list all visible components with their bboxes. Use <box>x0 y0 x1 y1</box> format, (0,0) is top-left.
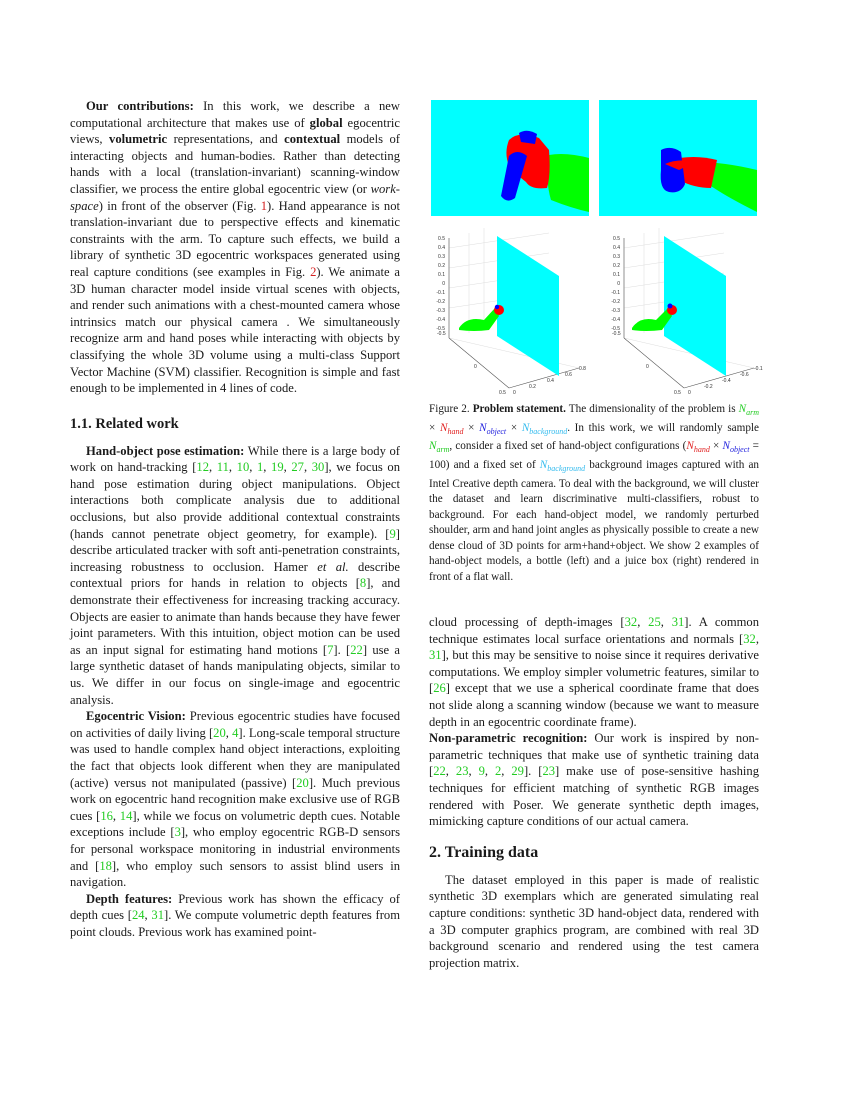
citation-link[interactable]: 7 <box>327 642 334 657</box>
text: , consider a fixed set of hand-object configurations ( <box>449 440 687 453</box>
citation-link[interactable]: 31 <box>671 615 685 629</box>
text: ], who employ such sensors to assist blind users in navigation. <box>70 858 400 890</box>
citation-link[interactable]: 19 <box>271 460 284 475</box>
svg-text:0: 0 <box>688 390 691 396</box>
svg-text:-0.4: -0.4 <box>722 378 731 384</box>
text: ]. Much previous work on egocentric hand recognition make exclusive use of RGB cues [ <box>70 775 400 823</box>
svg-text:0.3: 0.3 <box>613 254 620 260</box>
svg-text:0.4: 0.4 <box>547 378 554 384</box>
training-data-paragraph: The dataset employed in this paper is made of realistic synthetic 3D exemplars which are generated simulating real capture conditions: synthetic 3D hand-object data, rendered with a 3D computer graphics program, are combined with real 3D background scenario and rendered using the test camera projection matrix. <box>429 872 759 970</box>
n-arm-symbol: $N_{arm}$ <box>738 403 760 418</box>
text: background images captured with an Intel Creative depth camera. To deal with the background, we will cluster the dataset and learn discriminative multi-classifiers, robust to background. For each hand-object model, we randomly perturbed shoulder, arm and hand joint angles as physically possible to create a new dense cloud of 3D points for arm+hand+object. We show 2 examples of hand-object models, a bottle (left) and a juice box (right) rendered in front of a flat wall. <box>429 459 760 583</box>
text: ], who employ egocentric RGB-D sensors for personal workspace monitoring in industrial environments and [ <box>70 825 400 873</box>
text: Previous egocentric studies have focused on activities of daily living [ <box>70 709 400 740</box>
citation-link[interactable]: 8 <box>359 576 367 591</box>
juice-box-render-image <box>599 100 757 216</box>
text: While there is a large body of work on hand-tracking [ <box>70 443 400 475</box>
citation-link[interactable]: 22 <box>350 642 363 657</box>
italic-term: et al. <box>317 559 349 574</box>
section-heading: 2. Training data <box>429 843 539 861</box>
text: ], and demonstrate their effectiveness for increasing tracking accuracy. Objects are easier to animate than hands because they have fewer joint parameters. With this intuition, object motion can be used as an input signal for estimating hand motions [ <box>70 576 400 657</box>
svg-text:-0.6: -0.6 <box>740 372 749 378</box>
text: cloud processing of depth-images [ <box>429 615 625 629</box>
citation-link[interactable]: 22 <box>433 764 446 779</box>
citation-link[interactable]: 12 <box>196 460 209 475</box>
citation-link[interactable]: 20 <box>296 775 309 790</box>
non-parametric-paragraph: Non-parametric recognition: Our work is inspired by non-parametric techniques that make use of synthetic training data [22, 23, 9, 2, 29]. [23] make use of pose-sensitive hashing techniques for efficient matching of synthetic RGB images rendered with Poser. We generate synthetic depth images, mimicking capture conditions of our actual camera. <box>429 731 760 829</box>
text: ]. [ <box>523 764 543 779</box>
figure-2 <box>429 100 789 400</box>
citation-link[interactable]: 30 <box>311 460 325 475</box>
n-background-symbol: $N_{background}$ <box>539 459 586 474</box>
citation-link[interactable]: 18 <box>99 858 112 873</box>
svg-text:0.2: 0.2 <box>529 384 536 390</box>
paragraph-lead: Hand-object pose estimation: <box>86 443 245 458</box>
text: In this work, we describe a new computational architecture that makes use of <box>70 99 400 130</box>
text: ) in front of the observer (Fig. <box>98 198 261 213</box>
times-symbol: × <box>463 421 480 434</box>
paragraph-lead: Egocentric Vision: <box>86 709 186 724</box>
citation-link[interactable]: 23 <box>455 764 469 779</box>
text: ]. We compute volumetric depth features from point clouds. Previous work has examined point- <box>70 908 400 939</box>
point-cloud-paragraph: cloud processing of depth-images [32, 25, 31]. A common technique estimates local surface orientations and normals [32, 31], but this may be sensitive to noise since it requires derivative computations. We employ simpler volumetric features, similar to [26] except that we use a spherical coordinate frame that does not slide along a scanning window (because we want to measure depth in an egocentric coordinate frame). <box>429 615 760 729</box>
svg-text:0: 0 <box>474 364 477 370</box>
svg-text:-0.2: -0.2 <box>704 384 713 390</box>
svg-text:0.2: 0.2 <box>613 263 620 269</box>
svg-text:0.3: 0.3 <box>438 254 445 260</box>
citation-link[interactable]: 3 <box>174 825 181 840</box>
svg-text:-0.5: -0.5 <box>611 326 620 332</box>
n-object-symbol: $N_{object}$ <box>479 421 507 436</box>
citation-link[interactable]: 32 <box>743 631 756 646</box>
text: Previous work has shown the efficacy of depth cues [ <box>70 891 400 923</box>
svg-text:0: 0 <box>442 281 445 287</box>
text: ]. [ <box>333 642 351 657</box>
citation-link[interactable]: 2 <box>494 764 502 779</box>
n-background-symbol: $N_{background}$ <box>521 421 568 436</box>
svg-text:0.5: 0.5 <box>674 390 681 396</box>
text: The dimensionality of the problem is <box>565 403 739 415</box>
svg-text:0.1: 0.1 <box>438 272 445 278</box>
figure-label: Figure 2. <box>429 403 470 415</box>
citation-link[interactable]: 24 <box>131 908 145 923</box>
citation-link[interactable]: 31 <box>429 648 442 663</box>
text: ). Hand appearance is not translation-invariant due to perspective effects and kinematic constraints with the arm. To capture such effects, we build a library of synthetic 3D egocentric workspaces generated using real capture conditions (see examples in Fig. <box>70 198 400 279</box>
svg-text:0.5: 0.5 <box>438 236 445 242</box>
citation-link[interactable]: 4 <box>232 725 239 740</box>
text: = 100) and a fixed set of <box>429 440 759 472</box>
svg-text:-0.1: -0.1 <box>436 290 445 296</box>
svg-text:0.4: 0.4 <box>613 245 620 251</box>
svg-text:-0.2: -0.2 <box>436 299 445 305</box>
svg-text:0.8: 0.8 <box>579 366 586 372</box>
text: ). We animate a 3D human character model inside virtual scenes with objects, and render such animations with a chest-mounted camera whose intrinsics match our physical camera . We simultaneously recognize arm and hand poses while interacting with objects by classifying the whole 3D volume using a multi-class Support Vector Machine (SVM) classifier. Recognition is simple and fast enough to be implemented in 4 lines of code. <box>70 264 400 396</box>
contributions-paragraph <box>70 98 400 397</box>
svg-text:0.5: 0.5 <box>499 390 506 396</box>
svg-text:0.6: 0.6 <box>565 372 572 378</box>
svg-text:0: 0 <box>617 281 620 287</box>
svg-text:0.4: 0.4 <box>438 245 445 251</box>
n-arm-symbol: $N_{arm}$ <box>429 440 450 455</box>
svg-text:0.1: 0.1 <box>613 272 620 278</box>
citation-link[interactable]: 20 <box>213 725 226 740</box>
text: Our work is inspired by non-parametric techniques that make use of synthetic training data [ <box>429 731 759 779</box>
egocentric-paragraph: Egocentric Vision: Previous egocentric studies have focused on activities of daily living [20, 4]. Long-scale temporal structure was used to handle complex hand object interactions, exploiting the fact that objects look different when they are manipulated (active) versus not manipulated (passive) [20]. Much previous work on egocentric hand recognition make exclusive use of RGB cues [16, 14], while we focus on volumetric depth cues. Notable exceptions include [3], who employ egocentric RGB-D sensors for personal workspace monitoring in industrial environments and [18], who employ such sensors to assist blind users in navigation. <box>70 709 400 890</box>
svg-text:-0.3: -0.3 <box>436 308 445 314</box>
times-symbol: × <box>709 440 723 453</box>
figure-link[interactable]: 2 <box>310 264 317 279</box>
text: representations, and <box>167 132 285 147</box>
right-column <box>429 614 759 971</box>
citation-link[interactable]: 9 <box>478 764 485 779</box>
svg-text:-0.2: -0.2 <box>611 299 620 305</box>
text: models of interacting objects and human-bodies. Rather than detecting hands with a local (translation-invariant) scanning-window classifier, we process the entire global egocentric view (or <box>70 132 400 196</box>
italic-term: work-space <box>70 181 400 213</box>
text: ] describe articulated tracker with soft anti-penetration constraints, increasing robustness to occlusion. Hamer <box>70 526 400 574</box>
figure-caption <box>429 402 759 585</box>
bottle-render-image <box>431 100 589 216</box>
svg-text:0.2: 0.2 <box>438 263 445 269</box>
hand-object-paragraph: Hand-object pose estimation: While there is a large body of work on hand-tracking [12, 11, 10, 1, 19, 27, 30], we focus on hand pose estimation during object manipulations. Object interactions both complicate analysis due to additional occlusions, but also provide additional contextual constraints (hands cannot penetrate object geometry, for example). [9] describe articulated tracker with soft anti-penetration constraints, increasing robustness to occlusion. Hamer et al. describe contextual priors for hands in relation to objects [8], and demonstrate their effectiveness for increasing tracking accuracy. Objects are easier to animate than hands because they have fewer joint parameters. With this intuition, object motion can be used as an input signal for estimating hand motions [7]. [22] use a large synthetic dataset of hands manipulating objects, similar to us. We differ in our focus on single-image and egocentric analysis. <box>70 443 401 707</box>
citation-link[interactable]: 10 <box>236 460 250 475</box>
citation-link[interactable]: 25 <box>648 615 661 629</box>
text: . In this work, we will randomly sample <box>567 421 760 434</box>
svg-text:0.5: 0.5 <box>613 236 620 242</box>
citation-link[interactable]: 29 <box>511 764 524 779</box>
text: ] use a large synthetic dataset of hands manipulating objects, similar to us. We differ in our focus on single-image and egocentric analysis. <box>70 642 401 707</box>
caption-title: Problem statement. <box>472 403 566 415</box>
times-symbol: × <box>506 421 522 434</box>
3d-point-cloud-plot-right <box>604 228 774 398</box>
paragraph-lead: Depth features: <box>86 891 173 906</box>
bold-term: volumetric <box>109 132 168 147</box>
svg-text:-0.1: -0.1 <box>754 366 763 372</box>
n-hand-symbol: $N_{hand}$ <box>686 440 710 455</box>
text: describe contextual priors for hands in relation to objects [ <box>70 559 400 591</box>
3d-point-cloud-plot-left <box>429 228 599 398</box>
text: ], we focus on hand pose estimation during object manipulations. Object interactions both complicate analysis due to additional occlusions, but also provide additional contextual constraints (hands cannot penetrate object geometry, for example). [ <box>70 460 401 541</box>
citation-link[interactable]: 26 <box>433 681 446 696</box>
depth-features-paragraph: Depth features: Previous work has shown the efficacy of depth cues [24, 31]. We compute volumetric depth features from point clouds. Previous work has examined point- <box>70 891 400 939</box>
paragraph-lead: Our contributions: <box>86 99 194 113</box>
text: ], but this may be sensitive to noise since it requires derivative computations. We employ simpler volumetric features, similar to [ <box>429 648 759 696</box>
citation-link[interactable]: 9 <box>389 526 396 541</box>
svg-text:-0.1: -0.1 <box>611 290 620 296</box>
svg-text:0: 0 <box>513 390 516 396</box>
text: egocentric views, <box>70 115 400 147</box>
section-heading: 1.1. Related work <box>70 415 179 432</box>
text: ], while we focus on volumetric depth cues. Notable exceptions include [ <box>70 808 400 840</box>
n-hand-symbol: $N_{hand}$ <box>439 421 464 436</box>
citation-link[interactable]: 23 <box>542 764 556 779</box>
citation-link[interactable]: 16 <box>100 808 113 823</box>
figure-link[interactable]: 1 <box>260 198 268 213</box>
citation-link[interactable]: 11 <box>216 460 229 475</box>
svg-text:-0.3: -0.3 <box>611 308 620 314</box>
left-column <box>70 98 400 941</box>
svg-text:-0.4: -0.4 <box>611 317 620 323</box>
text: ]. Long-scale temporal structure was used to handle complex hand object interactions, exploiting the fact that objects look different when they are manipulated (active) versus not manipulated (passive) [ <box>70 725 400 790</box>
svg-text:-0.5: -0.5 <box>436 326 445 332</box>
svg-text:-0.5: -0.5 <box>612 331 621 337</box>
text: ] except that we use a spherical coordinate frame that does not slide along a scanning window (because we want to measure depth in an egocentric coordinate frame). <box>429 681 759 729</box>
svg-text:0: 0 <box>646 364 649 370</box>
n-object-symbol: $N_{object}$ <box>722 440 750 455</box>
paragraph-lead: Non-parametric recognition: <box>429 731 588 746</box>
text: ]. A common technique estimates local surface orientations and normals [ <box>429 615 760 646</box>
bold-term: contextual <box>284 132 341 147</box>
citation-link[interactable]: 1 <box>256 460 264 475</box>
citation-link[interactable]: 27 <box>291 460 304 475</box>
citation-link[interactable]: 31 <box>151 908 164 923</box>
text: ] make use of pose-sensitive hashing techniques for efficient matching of synthetic RGB images rendered with Poser. We generate synthetic depth images, mimicking capture conditions of our actual camera. <box>429 764 760 829</box>
bold-term: global <box>309 115 343 130</box>
citation-link[interactable]: 32 <box>624 615 638 629</box>
citation-link[interactable]: 14 <box>119 808 133 823</box>
times-symbol: × <box>429 421 440 434</box>
svg-text:-0.4: -0.4 <box>436 317 445 323</box>
svg-text:-0.5: -0.5 <box>437 331 446 337</box>
